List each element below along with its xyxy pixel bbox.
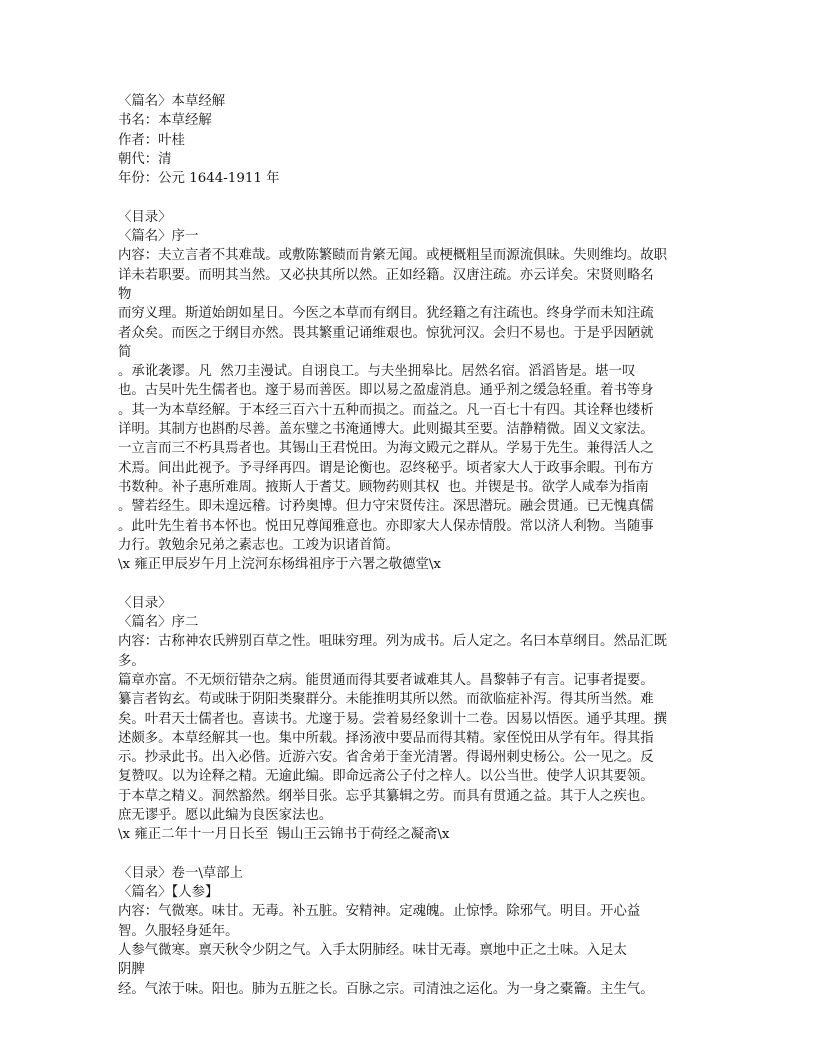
text-line: 于本草之精义。洞然豁然。纲举目张。忘乎其纂辑之劳。而具有贯通之益。其于人之疾也。 <box>118 788 654 804</box>
text-line: 简 <box>118 344 132 360</box>
text-line: 多。 <box>118 653 145 669</box>
text-line: 〈篇名〉序一 <box>118 229 199 245</box>
text-line: 一立言而三不朽具焉者也。其锡山王君悦田。为海文殿元之群从。学易于先生。兼得活人之 <box>118 441 654 457</box>
text-line: \x 雍正甲辰岁午月上浣河东杨缉祖序于六署之敬德堂\x <box>118 557 441 573</box>
text-line: 〈篇名〉【人参】 <box>118 885 219 901</box>
section-gap <box>118 574 703 593</box>
text-line: 。其一为本草经解。于本经三百六十五种而损之。而益之。凡一百七十有四。其诠释也缕析 <box>118 402 654 418</box>
document-page <box>118 92 703 999</box>
text-line: 详明。其制方也斟酌尽善。盖东璧之书淹通博大。此则撮其至要。洁静精微。固义文家法。 <box>118 422 654 438</box>
section-gap <box>118 188 703 207</box>
text-line: 术焉。间出此视予。予寻绎再四。谓是论衡也。忍终秘乎。顷者家大人于政事余暇。刊布方 <box>118 460 654 476</box>
text-line: 〈目录〉卷一\草部上 <box>118 865 244 881</box>
header-line: 朝代：清 <box>118 151 172 167</box>
document-header <box>118 92 703 188</box>
text-line: 庶无谬乎。愿以此编为良医家法也。 <box>118 807 333 823</box>
section-gap <box>118 845 703 864</box>
text-line: 〈目录〉 <box>118 595 172 611</box>
section-preface-one <box>118 208 703 575</box>
text-line: 纂言者钩玄。苟或昧于阴阳类聚群分。未能推明其所以然。而欲临症补泻。得其所当然。难 <box>118 692 654 708</box>
text-line: 篇章亦富。不无烦衍错杂之病。能贯通而得其要者诚难其人。昌黎韩子有言。记事者提要。 <box>118 672 654 688</box>
text-line: 智。久服轻身延年。 <box>118 923 239 939</box>
text-line: 〈目录〉 <box>118 209 172 225</box>
header-line: 作者：叶桂 <box>118 132 185 148</box>
text-line: 书数种。补子惠所难周。掖斯人于耆艾。顾物药则其权 也。并锲是书。欲学人咸奉为指南 <box>118 479 649 495</box>
text-line: 。承讹袭谬。凡 然刀圭漫试。自诩良工。与夫坐拥皋比。居然名宿。滔滔皆是。堪一叹 <box>118 364 636 380</box>
text-line: 者众矣。而医之于纲目亦然。畏其繁重记诵维艰也。惊犹河汉。会归不易也。于是乎因陋就 <box>118 325 654 341</box>
text-line: 复赞叹。以为诠释之精。无逾此编。即命远斋公子付之梓人。以公当世。使学人识其要领。 <box>118 769 654 785</box>
text-line: 。此叶先生着书本怀也。悦田兄尊闻雅意也。亦即家大人保赤情殷。常以济人利物。当随事 <box>118 518 654 534</box>
text-line: 也。古吴叶先生儒者也。邃于易而善医。即以易之盈虚消息。通乎剂之缓急轻重。着书等身 <box>118 383 654 399</box>
text-line: 详未若职要。而明其当然。又必抉其所以然。正如经籍。汉唐注疏。亦云详矣。宋贤则略名 <box>118 267 654 283</box>
text-line: 。譬若经生。即未遑远稽。讨矜奥博。但力守宋贤传注。深思潜玩。融会贯通。已无愧真儒 <box>118 499 654 515</box>
text-line: 内容：夫立言者不其难哉。或敷陈繁赜而肯綮无闻。或梗概粗呈而源流俱昧。失则维均。故职 <box>118 248 668 264</box>
text-line: \x 雍正二年十一月日长至 锡山王云锦书于荷经之凝斋\x <box>118 827 450 843</box>
section-ginseng <box>118 864 703 999</box>
text-line: 矣。叶君天士儒者也。喜读书。尤邃于易。尝着易经象训十二卷。因易以悟医。通乎其理。撰 <box>118 711 668 727</box>
section-preface-two <box>118 594 703 845</box>
text-line: 内容：古称神农氏辨别百草之性。咀昧穷理。列为成书。后人定之。名曰本草纲目。然品汇既 <box>118 634 668 650</box>
header-line: 〈篇名〉本草经解 <box>118 94 226 109</box>
text-line: 力行。敦勉余兄弟之素志也。工竣为识诸首简。 <box>118 537 400 553</box>
text-line: 〈篇名〉序二 <box>118 615 199 631</box>
text-line: 述颇多。本草经解其一也。集中所载。择汤液中要品而得其精。家侄悦田从学有年。得其指 <box>118 730 654 746</box>
text-line: 内容：气微寒。味甘。无毒。补五脏。安精神。定魂魄。止惊悸。除邪气。明目。开心益 <box>118 904 641 920</box>
header-line: 书名：本草经解 <box>118 113 212 129</box>
text-line: 人参气微寒。禀天秋令少阴之气。入手太阴肺经。味甘无毒。禀地中正之土味。入足太 <box>118 943 627 959</box>
text-line: 物 <box>118 286 132 302</box>
text-line: 阴脾 <box>118 962 145 978</box>
text-line: 而穷义理。斯道始朗如星日。今医之本草而有纲目。犹经籍之有注疏也。终身学而未知注疏 <box>118 306 654 322</box>
header-line: 年份：公元 1644-1911 年 <box>118 171 280 187</box>
text-line: 示。抄录此书。出入必偕。近游六安。省舍弟于奎光清署。得谒州刺史杨公。公一见之。反 <box>118 750 654 766</box>
text-line: 经。气浓于味。阳也。肺为五脏之长。百脉之宗。司清浊之运化。为一身之橐籥。主生气。 <box>118 981 654 997</box>
